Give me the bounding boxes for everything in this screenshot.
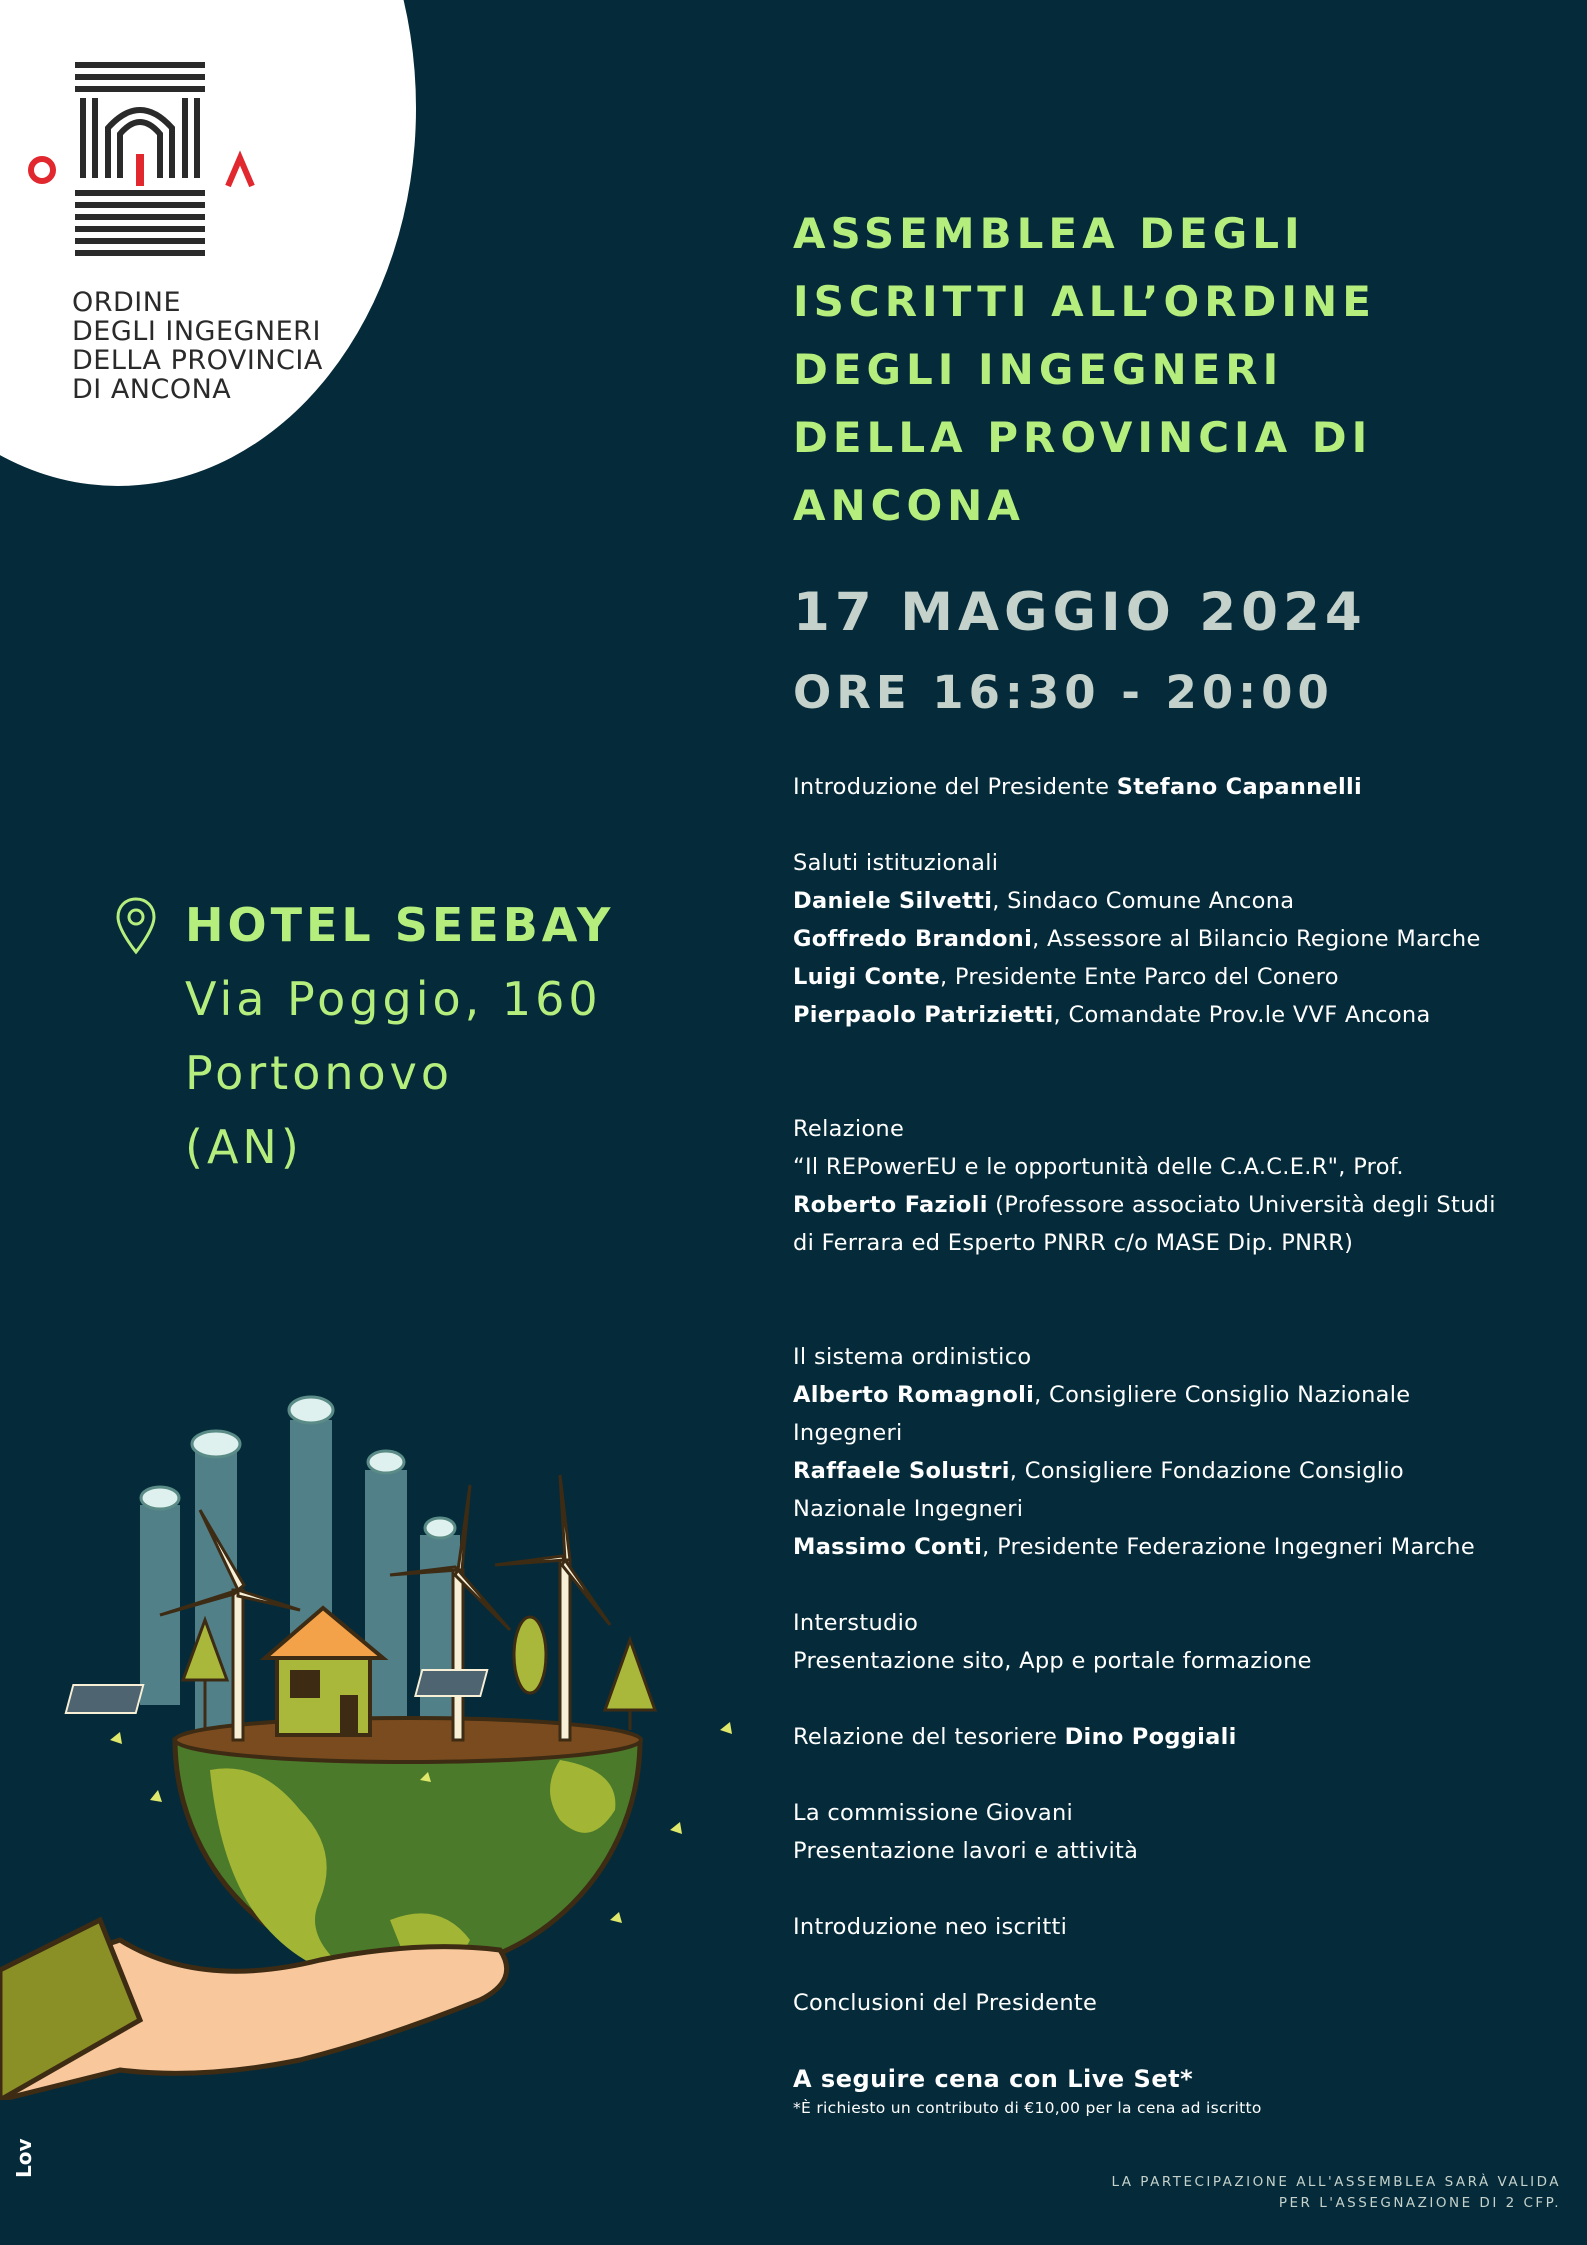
org-name [72, 288, 323, 404]
speaker-name: Luigi Conte [793, 964, 941, 990]
org-name-line: DI ANCONA [72, 374, 232, 405]
event-date: 17 MAGGIO 2024 [793, 582, 1367, 643]
title-line: DEGLI INGEGNERI [793, 345, 1284, 394]
report-detail: di Ferrara ed Esperto PNRR c/o MASE Dip. PNRR) [793, 1230, 1354, 1256]
location-pin-icon [114, 896, 158, 956]
system-item-cont: Nazionale Ingegneri [793, 1496, 1024, 1522]
speaker-name: Goffredo Brandoni [793, 926, 1033, 952]
venue-address-line: Portonovo [185, 1046, 453, 1100]
intro-text: Introduzione del Presidente [793, 774, 1117, 800]
program [793, 768, 1533, 2118]
speaker-name: Massimo Conti [793, 1534, 983, 1560]
report-heading: Relazione [793, 1116, 905, 1142]
footer-line: PER L'ASSEGNAZIONE DI 2 CFP. [1278, 2195, 1561, 2211]
greeting-item [793, 882, 1533, 920]
speaker-role: , Sindaco Comune Ancona [992, 888, 1295, 914]
corner-mark: Lov [12, 2138, 36, 2178]
greetings-heading: Saluti istituzionali [793, 850, 999, 876]
footer-line: LA PARTECIPAZIONE ALL'ASSEMBLEA SARÀ VALIDA [1111, 2174, 1561, 2190]
interstudio-detail: Presentazione sito, App e portale formazione [793, 1648, 1312, 1674]
system-item-cont: Ingegneri [793, 1420, 903, 1446]
new-members-line: Introduzione neo iscritti [793, 1914, 1068, 1940]
cfp-note [1111, 2172, 1561, 2214]
venue-address-line: Via Poggio, 160 [185, 972, 602, 1026]
org-name-line: DEGLI INGEGNERI [72, 316, 321, 347]
org-name-line: DELLA PROVINCIA [72, 345, 323, 376]
speaker-name: Alberto Romagnoli [793, 1382, 1035, 1408]
system-item [793, 1452, 1533, 1490]
speaker-name: Pierpaolo Patrizietti [793, 1002, 1054, 1028]
speaker-role: , Consigliere Fondazione Consiglio [1009, 1458, 1404, 1484]
speaker-name: Roberto Fazioli [793, 1192, 988, 1218]
intro-line [793, 768, 1533, 806]
logo-area [0, 0, 420, 490]
treasurer-text: Relazione del tesoriere [793, 1724, 1065, 1750]
greeting-item [793, 920, 1533, 958]
speaker-role: , Presidente Federazione Ingegneri Marche [982, 1534, 1476, 1560]
speaker-role: , Assessore al Bilancio Regione Marche [1032, 926, 1481, 952]
conclusions-line: Conclusioni del Presidente [793, 1990, 1098, 2016]
org-name-line: ORDINE [72, 287, 182, 318]
org-logo-icon [20, 58, 260, 268]
speaker-name: Raffaele Solustri [793, 1458, 1010, 1484]
title-line: ISCRITTI ALL’ORDINE [793, 277, 1376, 326]
interstudio-heading: Interstudio [793, 1610, 919, 1636]
president-name: Stefano Capannelli [1116, 774, 1363, 800]
title-line: ANCONA [793, 481, 1025, 530]
greeting-item [793, 996, 1533, 1034]
event-title [793, 200, 1513, 540]
speaker-role: , Consigliere Consiglio Nazionale [1034, 1382, 1411, 1408]
speaker-role: (Professore associato Università degli Studi [987, 1192, 1496, 1218]
title-line: ASSEMBLEA DEGLI [793, 209, 1305, 258]
dinner-note: *È richiesto un contributo di €10,00 per la cena ad iscritto [793, 2099, 1262, 2117]
speaker-role: , Presidente Ente Parco del Conero [940, 964, 1339, 990]
system-item [793, 1528, 1533, 1566]
youth-heading: La commissione Giovani [793, 1800, 1074, 1826]
venue-address-line: (AN) [185, 1120, 303, 1174]
dinner-line: A seguire cena con Live Set* [793, 2065, 1194, 2093]
report-speaker [793, 1186, 1533, 1224]
event-time: ORE 16:30 - 20:00 [793, 666, 1334, 719]
green-earth-illustration [0, 1380, 760, 2100]
venue-name: HOTEL SEEBAY [185, 898, 615, 952]
youth-detail: Presentazione lavori e attività [793, 1838, 1139, 1864]
system-heading: Il sistema ordinistico [793, 1344, 1032, 1370]
logo-initials: OIIA [140, 264, 143, 265]
report-title: “Il REPowerEU e le opportunità delle C.A.C.E.R", Prof. [793, 1154, 1404, 1180]
treasurer-line [793, 1718, 1533, 1756]
treasurer-name: Dino Poggiali [1064, 1724, 1237, 1750]
greeting-item [793, 958, 1533, 996]
system-item [793, 1376, 1533, 1414]
title-line: DELLA PROVINCIA DI [793, 413, 1373, 462]
speaker-role: , Comandate Prov.le VVF Ancona [1053, 1002, 1431, 1028]
speaker-name: Daniele Silvetti [793, 888, 993, 914]
venue [185, 888, 614, 1184]
